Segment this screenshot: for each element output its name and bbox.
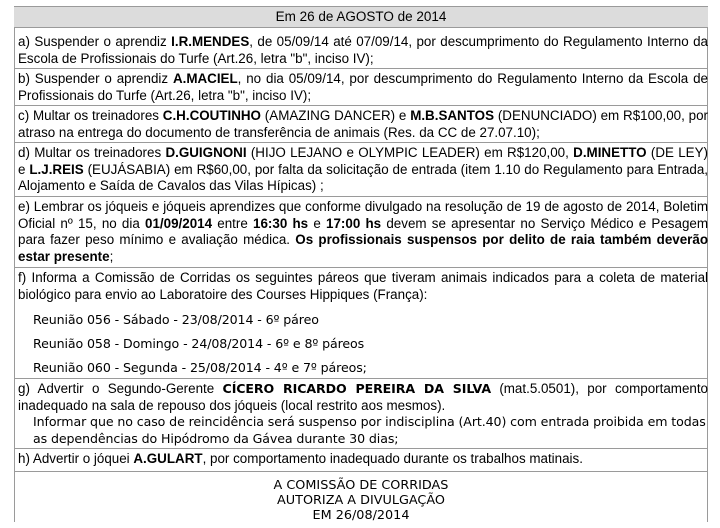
item-a-text-2: , de 05/09/14 até 07/09/14, por descumprimento do Regulamento Interno da Escola de Profissionais do Turfe (Art.26, letra "b", inciso IV);: [18, 34, 708, 66]
item-g-text-2: (mat.5.0501), por comportamento inadequado na sala de repouso dos jóqueis (local restrito aos mesmos).: [18, 381, 709, 413]
item-f-race-3: Reunião 060 - Segunda - 25/08/2014 - 4º e 7º páreos;: [33, 360, 367, 375]
item-b-text-2: , no dia 05/09/14, por descumprimento do Regulamento Interno da Escola de Profissionais do Turfe (Art.26, letra "b", inciso IV);: [18, 71, 708, 103]
item-d-name-2: D.MINETTO: [573, 145, 647, 160]
item-d: [18, 145, 708, 195]
resolutions-frame: [14, 28, 708, 522]
authorization-footer: [15, 478, 707, 523]
item-g-text-3: Informar que no caso de reincidência será suspenso por indisciplina (Art.40) com entrada proibida em todas as dependências do Hipódromo da Gávea durante 30 dias;: [33, 414, 706, 446]
divider: [15, 471, 707, 472]
item-h: [18, 451, 708, 468]
item-b: [18, 71, 708, 104]
item-e-text-3: e: [308, 215, 327, 231]
item-e-time-end: 17:00 hs: [326, 215, 382, 231]
date-header: Em 26 de AGOSTO de 2014: [14, 6, 708, 28]
item-c: [18, 108, 708, 141]
item-e-date: 01/09/2014: [145, 215, 213, 231]
divider: [15, 196, 707, 197]
item-d-text-4: (EUJÁSABIA) em R$60,00, por falta da solicitação de entrada (item 1.10 do Regulamento para Entrada, Alojamento e Saída de Cavalos das Vilas Hípicas) ;: [18, 161, 708, 193]
divider: [15, 448, 707, 449]
item-d-text-3: (DE LEY) e: [18, 145, 708, 177]
item-f: [18, 270, 708, 303]
item-h-text-1: h) Advertir o jóquei: [18, 451, 134, 466]
item-c-name-1: C.H.COUTINHO: [162, 108, 261, 123]
item-f-race-2: Reunião 058 - Domingo - 24/08/2014 - 6º e 8º páreos: [33, 336, 365, 351]
item-d-name-1: D.GUIGNONI: [165, 145, 247, 160]
item-h-name: A.GULART: [133, 451, 203, 466]
divider: [15, 68, 707, 69]
item-a: [18, 34, 708, 67]
item-f-race-1: Reunião 056 - Sábado - 23/08/2014 - 6º páreo: [33, 312, 319, 327]
item-e-text-2: entre: [212, 215, 254, 231]
item-b-text-1: b) Suspender o aprendiz: [18, 71, 173, 86]
item-a-name: I.R.MENDES: [171, 34, 250, 49]
item-d-text-2: (HIJO LEJANO e OLYMPIC LEADER) em R$120,00,: [246, 145, 574, 160]
item-c-text-2: (AMAZING DANCER) e: [260, 108, 411, 123]
divider: [15, 142, 707, 143]
item-e-notice: Os profissionais suspensos por delito de raia também deverão estar presente: [18, 232, 708, 264]
divider: [15, 267, 707, 268]
item-h-text-2: , por comportamento inadequado durante os trabalhos matinais.: [202, 451, 583, 466]
divider: [15, 378, 707, 379]
item-d-name-3: L.J.REIS: [29, 161, 84, 177]
divider: [15, 105, 707, 106]
footer-line-3: EM 26/08/2014: [312, 508, 410, 523]
footer-line-1: A COMISSÃO DE CORRIDAS: [273, 478, 449, 493]
item-a-text-1: a) Suspender o aprendiz: [18, 34, 172, 49]
item-g-name: CÍCERO RICARDO PEREIRA DA SILVA: [222, 381, 491, 396]
item-e-text-4: devem se apresentar no Serviço Médico e Pesagem para fazer peso mínimo e avaliação médica.: [18, 215, 708, 247]
item-g: [18, 381, 708, 447]
item-e-text-1: e) Lembrar os jóqueis e jóqueis aprendizes que conforme divulgado na resolução de 19 de agosto de 2014, Boletim Oficial nº 15, no dia: [18, 199, 708, 231]
item-e: [18, 199, 708, 265]
item-f-intro: f) Informa a Comissão de Corridas os seguintes páreos que tiveram animais indicados para a coleta de material biológico para envio ao Laboratoire des Courses Hippiques (França):: [18, 270, 708, 302]
item-g-text-1: g) Advertir o Segundo-Gerente: [18, 381, 223, 396]
item-c-text-1: c) Multar os treinadores: [18, 108, 163, 123]
item-e-time-start: 16:30 hs: [253, 215, 309, 231]
item-c-name-2: M.B.SANTOS: [410, 108, 495, 123]
item-d-text-1: d) Multar os treinadores: [18, 145, 166, 160]
footer-line-2: AUTORIZA A DIVULGAÇÃO: [277, 493, 445, 508]
item-c-text-3: (DENUNCIADO) em R$100,00, por atraso na entrega do documento de transferência de animais (Res. da CC de 27.07.10);: [18, 108, 708, 140]
item-e-text-5: ;: [109, 248, 114, 264]
item-b-name: A.MACIEL: [172, 71, 238, 86]
